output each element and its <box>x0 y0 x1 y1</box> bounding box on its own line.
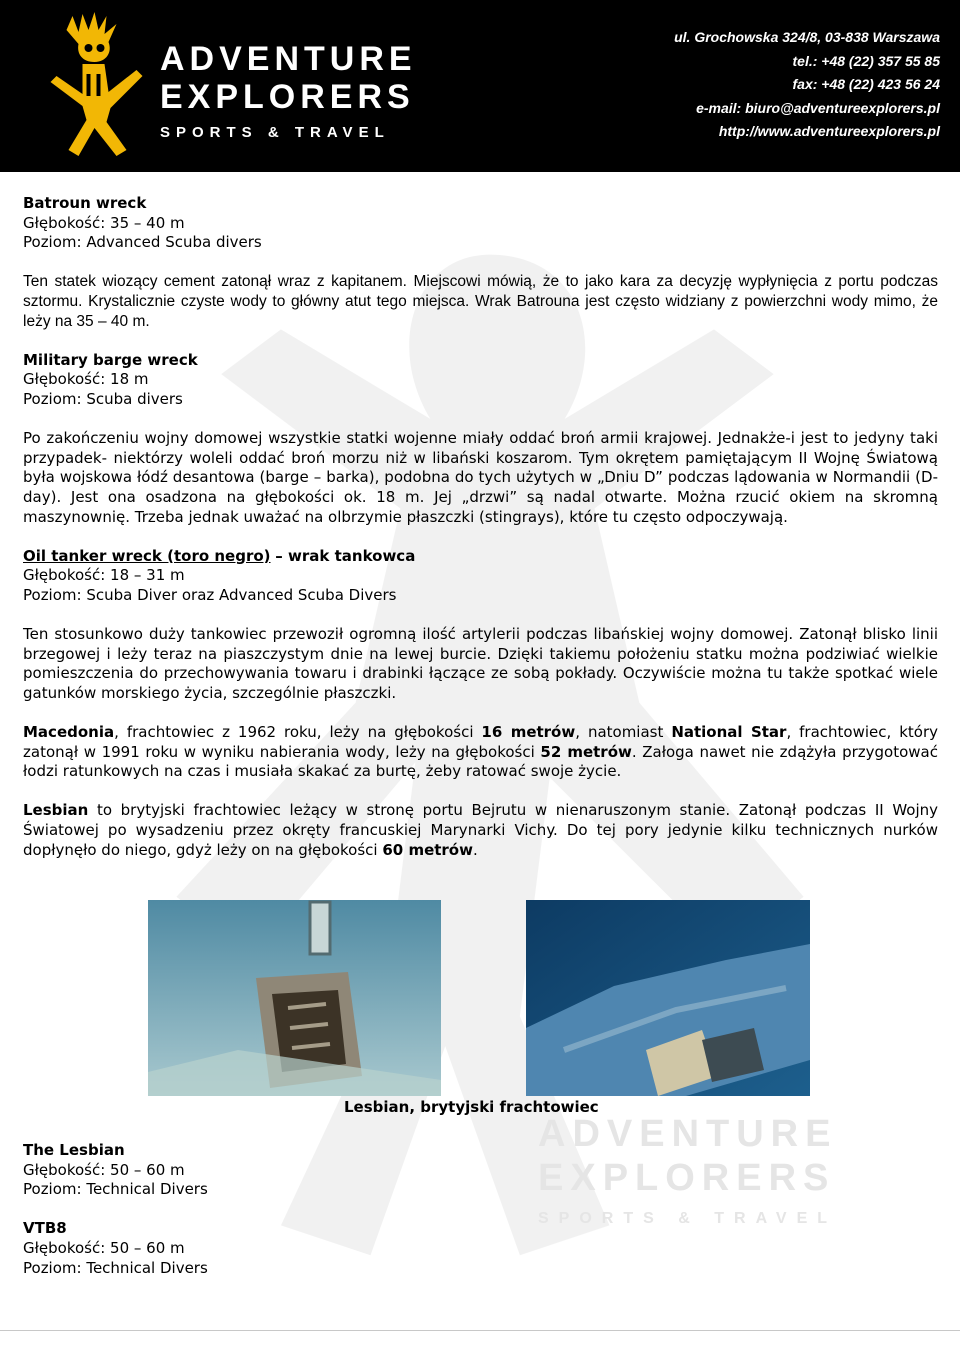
section-title: VTB8 <box>23 1219 67 1238</box>
brand-line1: ADVENTURE <box>160 40 417 78</box>
level-line: Poziom: Technical Divers <box>23 1180 208 1199</box>
text: . <box>472 840 478 859</box>
text: , frachtowiec z 1962 roku, leży na głębokości <box>114 723 482 742</box>
text: . Załoga nawet nie zdążyła przygotować łodzi ratunkowych na czas i musiała skakać za burtę, żeby ratować swoje życie. <box>23 742 938 781</box>
text: , frachtowiec, który zatonął w 1991 roku w wyniku nabierania wody, leży na głębokości <box>23 723 939 761</box>
address: ul. Grochowska 324/8, 03-838 Warszawa <box>674 29 940 45</box>
ship-name: Lesbian <box>23 801 89 820</box>
depth-line: Głębokość: 18 m <box>23 370 149 389</box>
brand-line3: SPORTS & TRAVEL <box>160 124 390 141</box>
section-title: Military barge wreck <box>23 350 198 369</box>
section-title: Batroun wreck <box>23 194 147 212</box>
section-title <box>23 547 938 567</box>
section-title: The Lesbian <box>23 1141 125 1159</box>
fax: fax: +48 (22) 423 56 24 <box>792 76 940 92</box>
ship-name: National Star <box>671 723 787 742</box>
depth-value: 52 metrów <box>540 742 632 761</box>
depth-value: 60 metrów <box>382 840 473 859</box>
macedonia-paragraph <box>23 723 938 782</box>
email-link[interactable]: e-mail: biuro@adventureexplorers.pl <box>696 99 940 116</box>
level-line: Poziom: Advanced Scuba divers <box>23 233 262 252</box>
depth-line: Głębokość: 35 – 40 m <box>23 213 185 232</box>
text: , natomiast <box>575 723 672 742</box>
brand-line2: EXPLORERS <box>160 78 415 116</box>
depth-line: Głębokość: 50 – 60 m <box>23 1160 185 1179</box>
wreck-photo-hatch <box>148 900 441 1096</box>
wreck-photo-lesbian <box>526 900 810 1096</box>
main-content <box>23 194 938 860</box>
contact-block <box>674 26 940 144</box>
bottom-content <box>23 1141 938 1278</box>
photo-caption: Lesbian, brytyjski frachtowiec <box>344 1098 599 1116</box>
footer-divider <box>0 1330 960 1331</box>
logo-figure-icon <box>40 10 145 160</box>
title-part1: Oil tanker wreck (toro negro) <box>23 546 271 565</box>
section-body: Ten statek wiozący cement zatonął wraz z kapitanem. Miejscowi mówią, że to jako kara za decyzję wypłynięcia z portu podczas sztormu. Krystalicznie czyste wody to główny atut tego miejsca. Wrak Batrouna jest często widziany z powierzchni wody mimo, że leży na 35 – 40 m. <box>23 273 938 330</box>
brand-logo <box>160 40 417 141</box>
level-line: Poziom: Scuba divers <box>23 389 183 408</box>
phone: tel.: +48 (22) 357 55 85 <box>792 52 940 69</box>
section-body: Ten stosunkowo duży tankowiec przewoził ogromną ilość artylerii podczas libańskiej wojny domowej. Zatonął blisko linii brzegowej i leży teraz na piaszczystym dnie na lewej burcie. Dzięki takiemu położeniu statku można podziwiać wielkie pomieszczenia do przechowywania towaru i drabinki łączące ze sobą pokłady. Oczywiście można tu także spotkać wiele gatunków morskiego życia, szczególnie płaszczki. <box>23 625 938 702</box>
level-line: Poziom: Technical Divers <box>23 1258 208 1277</box>
level-line: Poziom: Scuba Diver oraz Advanced Scuba Divers <box>23 585 397 604</box>
lesbian-paragraph <box>23 801 938 860</box>
title-part2: – wrak tankowca <box>275 546 416 565</box>
page-header <box>0 0 960 172</box>
website-link[interactable]: http://www.adventureexplorers.pl <box>718 123 940 139</box>
watermark-line2: EXPLORERS <box>538 1157 836 1199</box>
text: to brytyjski frachtowiec leżący w stronę portu Bejrutu w nienaruszonym stanie. Zatonął podczas II Wojny Światowej po wysadzeniu przez okręty francuskiej Marynarki Vichy. Do tej pory jedynie kilku technicznych nurków dopłynęło do niego, gdyż leży on na głębokości <box>23 801 938 859</box>
depth-line: Głębokość: 18 – 31 m <box>23 566 185 585</box>
watermark-line1: ADVENTURE <box>538 1113 838 1155</box>
watermark-line3: SPORTS & TRAVEL <box>538 1210 838 1227</box>
section-body: Po zakończeniu wojny domowej wszystkie statki wojenne miały oddać broń armii krajowej. Jednakże-i jest to jedyny taki przypadek- niektórzy woleli oddać broń morzu niż w libański koszarom. Tym okrętem pamiętającym II Wojnę Światową była wojskowa łódź desantowa (barge – barka), podobna do tych użytych w „Dniu D” podczas lądowania w Normandii (D-day). Jest ona osadzona na głębokości ok. 18 m. Jej „drzwi” są nadal otwarte. Można rzucić okiem na skromną maszynownię. Trzeba jednak uważać na olbrzymie płaszczki (stingrays), które tu często odpoczywają. <box>23 429 938 526</box>
ship-name: Macedonia <box>23 723 115 742</box>
depth-line: Głębokość: 50 – 60 m <box>23 1238 185 1257</box>
depth-value: 16 metrów <box>481 723 576 742</box>
